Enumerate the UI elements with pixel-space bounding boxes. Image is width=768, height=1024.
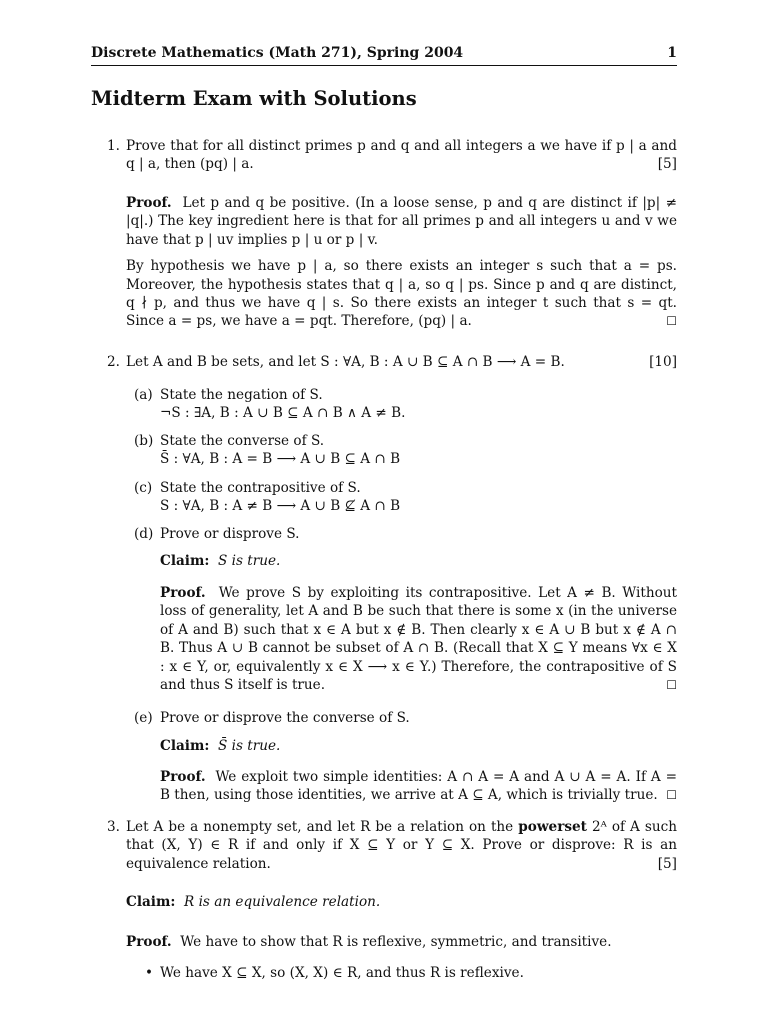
question-1-proof <box>91 194 677 331</box>
proof-paragraph <box>126 194 677 249</box>
part-text: State the contrapositive of S. <box>160 480 361 496</box>
claim-text: S̄ is true. <box>218 738 281 754</box>
page-title: Midterm Exam with Solutions <box>91 87 417 110</box>
part-answer: S : ∀A, B : A ≠ B ⟶ A ∪ B ⊈ A ∩ B <box>160 498 401 515</box>
course-title: Discrete Mathematics (Math 271), Spring 2004 <box>91 45 464 61</box>
part-c <box>91 479 677 516</box>
part-e-proof <box>91 768 677 805</box>
part-label: (d) <box>134 526 154 542</box>
part-text: State the converse of S. <box>160 433 325 449</box>
question-1-text: Prove that for all distinct primes p and q and all integers a we have if p | a and q | a, then (pq) | a. <box>126 138 677 173</box>
part-answer: S̄ : ∀A, B : A = B ⟶ A ∪ B ⊆ A ∩ B <box>160 451 401 468</box>
proof-text: We have to show that R is reflexive, symmetric, and transitive. <box>180 934 612 950</box>
part-text: State the negation of S. <box>160 387 323 403</box>
proof-paragraph <box>160 584 677 694</box>
part-e-claim <box>91 737 677 755</box>
part-d <box>91 525 677 543</box>
claim-label: Claim: <box>160 553 210 569</box>
question-3-claim <box>91 893 677 911</box>
question-3-proof <box>91 933 677 951</box>
part-a <box>91 386 677 423</box>
bullet-text: We have X ⊆ X, so (X, X) ∈ R, and thus R is reflexive. <box>160 965 524 981</box>
part-label: (e) <box>134 710 153 726</box>
bullet-icon: • <box>145 965 154 981</box>
qed-symbol: ☐ <box>666 678 677 693</box>
part-text: Prove or disprove the converse of S. <box>160 710 410 726</box>
qed-symbol: ☐ <box>666 788 677 803</box>
part-answer: ¬S : ∃A, B : A ∪ B ⊆ A ∩ B ∧ A ≠ B. <box>160 405 406 422</box>
question-text <box>126 818 677 873</box>
bold-term: powerset <box>518 819 587 835</box>
qed-symbol: ☐ <box>666 314 677 329</box>
question-2-text: Let A and B be sets, and let S : ∀A, B : A ∪ B ⊆ A ∩ B ⟶ A = B. <box>126 354 565 370</box>
proof-text: Let p and q be positive. (In a loose sense, p and q are distinct if |p| ≠ |q|.) The key ingredient here is that for all primes p and all integers u and v we have that p | uv implies p | u or p | v. <box>126 195 677 248</box>
proof-label: Proof. <box>126 195 172 211</box>
question-3 <box>91 818 677 873</box>
part-label: (c) <box>134 480 153 496</box>
question-2 <box>91 353 677 371</box>
part-e <box>91 709 677 727</box>
claim <box>160 552 677 570</box>
claim <box>126 893 677 911</box>
part-d-claim <box>91 552 677 570</box>
claim <box>160 737 677 755</box>
question-text <box>126 137 677 174</box>
question-number: 3. <box>107 819 120 835</box>
part-label: (a) <box>134 387 153 403</box>
proof-label: Proof. <box>160 769 206 785</box>
exam-page <box>91 0 677 1024</box>
claim-label: Claim: <box>160 738 210 754</box>
part-text: Prove or disprove S. <box>160 526 300 542</box>
proof-paragraph <box>160 768 677 805</box>
marks: [5] <box>657 156 677 173</box>
proof-paragraph <box>126 257 677 331</box>
proof-label: Proof. <box>126 934 172 950</box>
claim-text: S is true. <box>218 553 281 569</box>
bullet-item <box>91 964 677 982</box>
part-b <box>91 432 677 469</box>
part-label: (b) <box>134 433 154 449</box>
question-text <box>126 353 677 371</box>
question-number: 1. <box>107 138 120 154</box>
question-number: 2. <box>107 354 120 370</box>
claim-text: R is an equivalence relation. <box>184 894 381 910</box>
marks: [10] <box>649 354 677 370</box>
marks: [5] <box>657 855 677 872</box>
proof-label: Proof. <box>160 585 206 601</box>
claim-label: Claim: <box>126 894 176 910</box>
part-d-proof <box>91 584 677 694</box>
proof-text: By hypothesis we have p | a, so there exists an integer s such that a = ps. Moreover, the hypothesis states that q | a, so q | ps. Since p and q are distinct, q ∤ p, and thus we have q | s. So there exists an integer t such that s = qt. Since a = ps, we have a = pqt. Therefore, (pq) | a. <box>126 258 677 330</box>
question-3-text-cont: 2ᴬ of A such that (X, Y) ∈ R if and only if X ⊆ Y or Y ⊆ X. Prove or disprove: R is an equivalence relation. <box>126 819 677 872</box>
running-header <box>91 44 677 66</box>
question-1 <box>91 137 677 174</box>
question-3-text: Let A be a nonempty set, and let R be a relation on the <box>126 819 514 835</box>
proof-text: We prove S by exploiting its contrapositive. Let A ≠ B. Without loss of generality, let A and B be such that there is some x (in the universe of A and B) such that x ∈ A but x ∉ B. Then clearly x ∈ A ∪ B but x ∉ A ∩ B. Thus A ∪ B cannot be subset of A ∩ B. (Recall that X ⊆ Y means ∀x ∈ X : x ∈ Y, or, equivalently x ∈ X ⟶ x ∈ Y.) Therefore, the contrapositive of S and thus S itself is true. <box>160 585 677 694</box>
proof-text: We exploit two simple identities: A ∩ A = A and A ∪ A = A. If A = B then, using those identities, we arrive at A ⊆ A, which is trivially true. <box>160 769 677 804</box>
page-number: 1 <box>667 45 677 61</box>
proof-paragraph <box>126 933 677 951</box>
